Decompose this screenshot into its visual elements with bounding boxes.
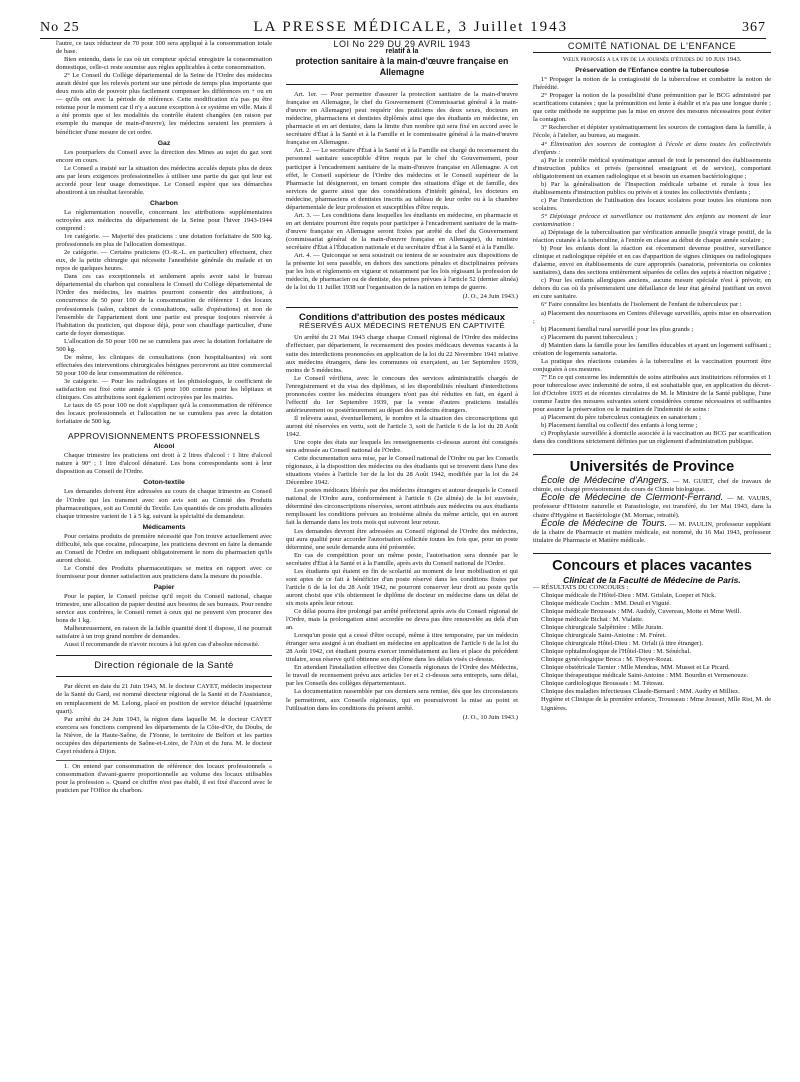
paragraph: 2° Propager la notion de la possibilité d'une prémunition par le BCG administré par scarifications cutanées ; que la prémunition est lente à établir et n'a pas une longue durée ; que cette méthode ne supprime pas la mise en œuvre des mesures nécessaires pour éviter la contagion. [533, 92, 771, 124]
paragraph: 2e catégorie. — Certains praticiens (O.-R.-L. en particulier) effectuent, chez eux, de la petite chirurgie qui nécessite l'anesthésie générale du malade et un repos de quelques heures. [56, 249, 272, 273]
issue-number: No 25 [40, 20, 80, 35]
paragraph: Ce délai pourra être prolongé par arrêté préfectoral après avis du Conseil régional de l'Ordre, mais la prolongation ainsi accordée ne devra pas être renouvelée au delà d'un an. [286, 608, 518, 632]
paragraph: 3e catégorie. — Pour les radiologues et les phtisiologues, le coefficient de satisfaction est fixé cette année à 65 pour 100 comme pour les hôpitaux et cliniques. Ces attributions sont également octroyées par les mairies. [56, 377, 272, 402]
section-heading-comite: COMITÉ NATIONAL DE L'ENFANCE [567, 41, 737, 51]
page-number: 367 [742, 20, 766, 35]
footnote [56, 760, 272, 795]
journal-title: LA PRESSE MÉDICALE, 3 Juillet 1943 [253, 19, 569, 35]
paragraph: c) Par l'interdiction de l'utilisation des locaux scolaires pour toutes les réunions non scolaires. [533, 196, 771, 212]
paragraph: a) Par le contrôle médical systématique annuel de tout le personnel des établissements d'instruction publics et privés (personnel enseignant et de service), comportant obligatoirement un examen radiologique et si besoin un examen bactériologique ; [533, 156, 771, 180]
paragraph: b) Pour les enfants dont la réaction est récemment devenue positive, surveillance clinique et radiologique répétée et en cas d'apparition de signes cliniques ou radiologiques d'alarme, envoi en établissements de cure appropriés (sanatoria, préventoria ou colonies sanitaires), dans des sections entièrement séparées de celles des sujets à réaction négative ; [533, 245, 771, 277]
paragraph: La pratique des réactions cutanées à la tuberculine et la vaccination pourront être conjuguées à ces mesures. [533, 357, 771, 373]
ecole-entry-clermont [533, 494, 771, 519]
paragraph: Cette documentation sera mise, par le Conseil national de l'Ordre ou par les Conseils régionaux, à la disposition des médecins ou des étudiants qui se trouvent dans l'une des situations visées à l'article 1er de la loi du 28 Août 1942, modifiée par la loi du 24 Décembre 1942. [286, 455, 518, 487]
paragraph: Une copie des états sur lesquels les renseignements ci-dessus auront été consignés sera adressée au Conseil national de l'Ordre. [286, 439, 518, 455]
paragraph: La documentation rassemblée par ces derniers sera remise, dès que les circonstances le permettront, aux Conseils régionaux, qui en poursuivront la mise au point et l'utilisation dans les conditions du présent arrêté. [286, 688, 518, 712]
article: Art. 4. — Quiconque se sera soustrait ou tentera de se soustraire aux dispositions de la présente loi sera passible, en dehors des sanctions pénales et disciplinaires prévues par les lois et règlements en vigueur et notamment par les lois régissant la profession de médecin, de pharmacien ou de dentiste, des peines prévues à l'article 52 (dernier alinéa) de la loi du 11 Juillet 1938 sur l'organisation de la nation en temps de guerre. [286, 252, 518, 292]
paragraph: L'allocation de 50 pour 100 ne se cumulera pas avec la dotation forfaitaire de 500 kg. [56, 337, 272, 353]
section-heading-universites: Universités de Province [569, 459, 735, 476]
ecole-name: École de Médecine de Clermont-Ferrand. [541, 492, 724, 504]
divider [286, 307, 518, 308]
article: Art. 2. — Le secrétaire d'État à la Santé et à la Famille est chargé du recensement du personnel sanitaire susceptible d'être requis par le chef du Gouvernement, pour participer à l'encadrement sanitaire de la main-d'œuvre française en Allemagne. A cet effet, le Conseil supérieur de l'Ordre des médecins et le Conseil supérieur de la Pharmacie lui désigneront, en tenant compte des situations d'âge et de famille, des services de guerre ainsi que des considérations d'intérêt général, les docteurs en médecine, pharmaciens et dentistes inscrits au tableau de leur ordre ou à la chambre départementale de leur profession et susceptibles d'être requis. [286, 147, 518, 211]
column-left [56, 40, 272, 1070]
list-item: Clinique thérapeutique médicale Saint-Antoine : MM. Bourdin et Vermenouze. [541, 672, 749, 680]
divider [533, 553, 771, 554]
paragraph: Le taux de 65 pour 100 ne doit s'appliquer qu'à la consommation de référence des locaux professionnels et l'allocation ne se cumulera pas avec la dotation forfaitaire de 500 kg. [56, 402, 272, 426]
paragraph: Lorsqu'un poste qui a cessé d'être occupé, même à titre temporaire, par un médecin étranger sera assigné à un étudiant en médecine en application de l'article 6 de la loi du 28 Août 1942, cet étudiant pourra exercer immédiatement au lieu et place du précédent titulaire, sous réserve qu'il obtienne son diplôme dans les délais visés ci-dessus. [286, 632, 518, 664]
paragraph: 6° Faire connaître les bienfaits de l'isolement de l'enfant de tuberculeux par : [541, 301, 742, 309]
paragraph: En cas de compétition pour un même poste, l'autorisation sera donnée par le secrétaire d'État à la Santé et à la Famille, après avis du Conseil national de l'Ordre. [286, 551, 518, 567]
paragraph: Le Conseil a insisté sur la situation des médecins acculés depuis plus de deux ans par leurs exigences professionnelles à utiliser une partie du gaz qui leur est accordé pour leur usage domestique. Le Conseil espère que ses démarches aboutiront à un résultat favorable. [56, 164, 272, 196]
paragraph: 2° Le Conseil du Collège départemental de la Seine de l'Ordre des médecins aurait désiré que les relevés portent sur une période de temps plus importante que deux mois afin de pouvoir plus facilement compenser les différences en + ou en — qu'ils ont avec la période de référence. Cette modification n'a pas pu être retenue pour le moment car il n'y a aucune exception à ce système en ville. Mais il a été promis que si les modalités du contrôle étaient changées (en raison par exemple du manque de main-d'œuvre), les médecins seraient les premiers à bénéficier d'une mesure de cet ordre. [56, 72, 272, 136]
divider [533, 52, 771, 53]
law-subject: protection sanitaire à la main-d'œuvre française en Allemagne [295, 56, 509, 78]
paragraph: Dans ces cas exceptionnels et seulement après avoir saisi le bureau départemental du charbon qui consultera le Conseil du Collège départemental de l'Ordre des médecins, les mairies pourront consentir des attributions, à concurrence de 50 pour 100 de la consommation de référence 1 des locaux professionnels (salon, cabinet de consultations, salle d'opérations) et non de l'ensemble de l'appartement dont une partie est presque toujours réservée à l'habitation du praticien, qui dispose déjà, pour son chauffage particulier, d'une carte de foyer domestique. [56, 273, 272, 337]
paragraph: La réglementation nouvelle, concernant les attributions supplémentaires octroyées aux médecins du département de la Seine pour l'hiver 1943-1944 comprend : [56, 208, 272, 233]
section-heading-concours: Concours et places vacantes [552, 557, 752, 574]
paragraph: Pour certains produits de première nécessité que l'on trouve actuellement avec difficulté, tels que cocaïne, pilocarpine, les praticiens devront en faire la demande au Conseil de l'Ordre en indiquant obligatoirement le nom du pharmacien qu'ils auront choisi. [56, 532, 272, 564]
paragraph: 1° Propager la notion de la contagiosité de la tuberculose et combattre la notion de l'hérédité. [533, 76, 771, 92]
law-relatif: relatif à la [385, 48, 419, 56]
source-citation: (J. O., 10 Juin 1943.) [462, 713, 518, 721]
paragraph: c) Placement du parent tuberculeux ; [541, 333, 638, 341]
section-subheading-comite: Vœux proposés a la fin de la journée d'études du 10 Juin 1943. [562, 56, 742, 64]
paragraph: 5° Dépistage précoce et surveillance ou traitement des enfants au moment de leur contamination : [533, 212, 771, 228]
paragraph: c) Pour les enfants allergiques anciens, aucune mesure spéciale n'est à prévoir, en dehors du cas où ils présenteraient une défaillance de leur état général justifiant un envoi en cure sanitaire. [533, 277, 771, 301]
list-item: Clinique chirurgicale Salpêtrière : Mlle Jurain. [541, 624, 664, 632]
ecole-text: — M. PAULIN, professeur suppléant de la chaire de Pharmacie et matière médicale, est nommé, du 16 Mai 1943, professeur titulaire de Pharmacie et Matière médicale. [533, 520, 771, 544]
clinicat-subheading: — RÉSULTATS DU CONCOURS : [533, 583, 629, 591]
ecole-text: — M. VAURS, professeur d'Histoire naturelle et Parasitologie, est transféré, du 1er Mai 1943, dans la chaire d'Hygiène et Bactériologie (M. Mornac, retraité). [533, 495, 771, 519]
paragraph: l'autre, ce taux réducteur de 70 pour 100 sera appliqué à la consommation totale de base. [56, 40, 272, 56]
column-right [533, 40, 771, 1070]
list-item: Clinique chirurgicale Saint-Antoine : M. Fréret. [541, 632, 667, 640]
list-item: Hygiène et Clinique de la première enfance, Trousseau : Mme Jousset, Mlle Rist, M. de Lignières. [541, 696, 771, 712]
paragraph: Pour le papier, le Conseil précise qu'il reçoit du Conseil national, chaque trimestre, une allocation de papier destiné aux besoins de ses bureaux. Pour rendre service aux confrères, le Conseil remet à ceux qui ne peuvent s'en procurer des bons de 1 kg. [56, 593, 272, 625]
section-subheading-conditions: RÉSERVÉS AUX MÉDECINS RETENUS EN CAPTIVITÉ [299, 321, 505, 331]
paragraph: b) Placement familial rural surveillé pour les plus grands ; [541, 325, 694, 333]
law-number: LOI No 229 DU 29 AVRIL 1943 [333, 40, 471, 49]
paragraph: Par arrêté du 24 Juin 1943, la région dans laquelle M. le docteur CAYET exercera ses fonctions comprend les départements de la Côte-d'Or, du Doubs, de la Nièvre, de la Haute-Saône, de l'Yonne, le territoire de Belfort et les parties occupées des départements de Saône-et-Loire, de l'Ain et du Jura. M. le docteur Cayet résidera à Dijon. [56, 715, 272, 755]
list-item: Clinique ophtalmologique de l'Hôtel-Dieu : M. Sénéchal. [541, 648, 691, 656]
article: Art. 3. — Les conditions dans lesquelles les étudiants en médecine, en pharmacie et en art dentaire pourront être requis pour participer à l'encadrement sanitaire de la main-d'œuvre française en Allemagne seront fixées par arrêté du chef du Gouvernement (commissariat général de la main-d'œuvre française en Allemagne), du ministre secrétaire d'État à l'Éducation nationale et du secrétaire d'État à la Santé et à la Famille. [286, 211, 518, 251]
ecole-name: École de Médecine de Tours. [541, 517, 668, 529]
section-heading-charbon: Charbon [150, 199, 178, 207]
paragraph: 7° En ce qui concerne les indemnités de soins attribuées aux institutrices réformées et 1 pour tuberculose avec indemnité de soins, il est souhaitable que, en application du décret-loi d'Octobre 1935 et de récentes circulaires de M. le Ministre de la Santé publique, l'une comme l'autre des mesures suivantes soient considérées comme nécessaires et suffisantes pour assurer la préservation ou le maintien de l'indemnité de soins : [533, 373, 771, 414]
paragraph: Les postes médicaux libérés par des médecins étrangers et autour desquels le Conseil national de l'Ordre aura, conformément à l'article 6 (2e alinéa) de la loi susvisée, déterminé des circonscriptions réservées, seront attribués aux médecins ou aux étudiants remplissant les conditions prévues au troisième alinéa du même article, qui en auront fait la demande dans les trois mois qui suivront leur retour. [286, 487, 518, 527]
paragraph: Les demandes devront être adressées au Conseil régional de l'Ordre des médecins, qui aura qualité pour accorder l'autorisation sollicitée toutes les fois que, pour un poste déterminé, une seule demande aura été présentée. [286, 527, 518, 551]
paragraph: Le Comité des Produits pharmaceutiques se mettra en rapport avec ce fournisseur pour donner satisfaction aux praticiens dans la mesure du possible. [56, 564, 272, 580]
source-citation: (J. O., 24 Juin 1943.) [462, 293, 518, 301]
paragraph: a) Dépistage de la tuberculisation par vérification annuelle jusqu'à virage positif, de la réaction cutanée à la tuberculine, à l'entrée en classe au début de chaque année scolaire ; [533, 229, 771, 245]
paragraph: a) Placement des nourrissons en Centres d'élevage surveillés, après mise en observation ; [533, 309, 771, 325]
section-heading-coton: Coton-textile [143, 479, 185, 487]
section-heading-papier: Papier [153, 584, 175, 591]
clinicat-heading: Clinicat de la Faculté de Médecine de Paris. [563, 574, 741, 585]
list-item: Clinique obstétricale Tarnier : Mlle Mendras, MM. Musset et Le Picard. [541, 664, 730, 672]
section-heading-conditions: Conditions d'attribution des postes médicaux [299, 312, 505, 324]
ecole-entry-tours [533, 517, 771, 545]
section-heading-alcool: Alcool [153, 443, 175, 451]
paragraph: Il relèvera aussi, éventuellement, le nombre et la situation des circonscriptions qui auront été réservées en vertu, soit de l'article 3, soit de l'article 6 de la loi du 28 Août 1942. [286, 414, 518, 438]
list-item: Clinique chirurgicale Hôtel-Dieu : M. Orfali (à titre étranger). [541, 640, 704, 648]
list-item: Clinique médicale Cochin : MM. Deuil et Viguié. [541, 599, 671, 607]
paragraph: Par décret en date du 21 Juin 1943, M. le docteur CAYET, médecin inspecteur de la Santé du Gard, est nommé directeur régional de la Santé et de l'Assistance, en remplacement de M. Lelong, placé en position de service détaché (quatrième quart). [56, 683, 272, 715]
list-item: Clinique médicale Bichat : M. Vialatte. [541, 616, 644, 623]
list-item: Clinique des maladies infectieuses Claude-Bernard : MM. Audry et Milliez. [541, 688, 740, 696]
divider [533, 454, 771, 455]
ecole-name: École de Médecine d'Angers. [541, 475, 670, 487]
paragraph: c) Prophylaxie surveillée à domicile associée à la vaccination au BCG par scarification dans des conditions strictement définies par un règlement d'administration publique. [533, 430, 771, 446]
article: Art. 1er. — Pour permettre d'assurer la protection sanitaire de la main-d'œuvre française en Allemagne, le chef du Gouvernement (Commissariat général à la main-d'œuvre en Allemagne) peut requérir des praticiens des deux sexes, docteurs en médecine, pharmaciens et dentistes diplômés ainsi que des étudiants en médecine, en pharmacie et en art dentaire, dans la limite d'un nombre qui sera fixé en accord avec le secrétaire d'État à la Santé et à la Famille et le commissaire général à la main-d'œuvre française en Allemagne. [286, 91, 518, 147]
paragraph: Les pourparlers du Conseil avec la direction des Mines au sujet du gaz sont encore en cours. [56, 148, 272, 164]
paragraph: b) Placement familial ou collectif des enfants à long terme ; [541, 422, 698, 430]
page-header [40, 14, 766, 39]
paragraph: Les étudiants qui étaient en fin de scolarité au moment de leur mobilisation et qui sont aptes de ce fait à bénéficier d'un poste réservé dans les conditions fixées par l'article 6 de la loi du 28 Août 1942, ne pourront conserver leur droit au poste qu'ils auront choisi que s'ils obtiennent le diplôme de docteur en médecine dans un délai de six mois après leur retour. [286, 567, 518, 607]
paragraph: Un arrêté du 21 Mai 1943 charge chaque Conseil régional de l'Ordre des médecins d'effectuer, par département, le recensement des postes médicaux devenus vacants à la suite des interdictions prononcées en application de la loi du 22 Novembre 1941 relative aux médecins étrangers, dans les communes où exerçaient, au 1er Septembre 1939, moins de 5 médecins. [286, 334, 518, 374]
column-middle [286, 40, 518, 1070]
paragraph: Aussi il recommande de n'avoir recours à lui qu'en cas d'absolue nécessité. [64, 641, 260, 649]
paragraph: Chaque trimestre les praticiens ont droit à 2 litres d'alcool : 1 litre d'alcool nature à 90° ; 1 litre d'alcool dénaturé. Les bons correspondants sont à leur disposition au Conseil de l'Ordre. [56, 452, 272, 476]
footnote-text: 1. On entend par consommation de référence des locaux professionnels « consommation d'avant-guerre proportionnelle au volume des locaux utilisables pour la profession ». Quand ce chiffre n'est pas établi, il est fixé d'accord avec le praticien par l'Office du charbon. [56, 762, 272, 794]
paragraph: De même, les cliniques de consultations (non hospitalisantes) où sont effectuées des interventions chirurgicales bénignes percevront au titre commercial 50 pour 100 de leur consommation de référence. [56, 353, 272, 377]
section-heading-approvisionnements: APPROVISIONNEMENTS PROFESSIONNELS [67, 431, 261, 442]
paragraph: Bien entendu, dans le cas où un compteur spécial enregistre la consommation domestique, celle-ci reste soumise aux règles applicables à cette consommation. [56, 56, 272, 72]
ecole-text: — M. GUIET, chef de travaux de chimie, est chargé provisoirement du cours de Chimie biologique. [533, 478, 771, 494]
divider [286, 84, 518, 85]
paragraph: d) Maintien dans la famille pour les familles éducables et ayant un logement suffisant ; création de logements sanatoria. [533, 341, 771, 357]
section-heading-medicaments: Médicaments [142, 523, 186, 531]
list-item: Clinique médicale de l'Hôtel-Dieu : MM. Grislain, Loeper et Nick. [541, 591, 716, 599]
paragraph: a) Placement du père tuberculeux contagieux en sanatorium ; [541, 414, 701, 422]
law-title [286, 40, 518, 78]
paragraph: 1re catégorie. — Majorité des praticiens : une dotation forfaitaire de 500 kg. professionnels en plus de l'allocation domestique. [56, 233, 272, 249]
paragraph: b) Par la généralisation de l'Inspection médicale urbaine et rurale à tous les établissements d'instruction publics ou privés et à toutes les collectivités d'enfants ; [533, 180, 771, 196]
paragraph: En attendant l'installation effective des Conseils régionaux de l'Ordre des Médecins, le travail de recensement prévu aux articles 1er et 2 ci-dessus sera entrepris, sans délai, par les Conseils des collèges départementaux. [286, 664, 518, 688]
paragraph: 3° Rechercher et dépister systématiquement les sources de contagion dans la famille, à l'école, à l'atelier, au bureau, au magasin. [533, 124, 771, 140]
section-heading-direction-sante: Direction régionale de la Santé [94, 660, 234, 672]
list-item: Clinique gynécologique Broca : M. Thoyer-Rozat. [541, 656, 673, 664]
section-heading-preservation: Préservation de l'Enfance contre la tuberculose [575, 67, 729, 75]
paragraph: Le Conseil vérifiera, avec le concours des services administratifs chargés de l'enregistrement et du visa des diplômes, si les disponibilités résultant d'interdictions prononcées contre les médecins étrangers n'ont pas été réduites en fait, en égard à l'effectif du 1er Septembre 1939, par la venue d'autres praticiens installés antérieurement ou postérieurement au départ des médecins étrangers. [286, 374, 518, 414]
paragraph: 4° Élimination des sources de contagion à l'école et dans toutes les collectivités d'enfants : [533, 140, 771, 156]
results-list [533, 592, 771, 713]
list-item: Clinique cardiologique Broussais : M. Tétreau. [541, 680, 664, 688]
paragraph: Malheureusement, en raison de la faible quantité dont il dispose, il ne pourrait satisfaire à un trop grand nombre de demandes. [56, 625, 272, 641]
divider [56, 676, 272, 677]
divider [56, 655, 272, 656]
section-heading-gaz: Gaz [157, 139, 171, 147]
paragraph: Les demandes doivent être adressées au cours de chaque trimestre au Conseil de l'Ordre qui les transmet avec son avis soit au Comité des Produits pharmaceutiques, soit au Comité du Textile. Les quantités de ces produits allouées chaque trimestre varient de 1 à 5 kg. suivant la spécialité du demandeur. [56, 488, 272, 520]
list-item: Clinique médicale Broussais : MM. Audoly, Cuvereau, Motte et Mme Weill. [541, 607, 742, 615]
